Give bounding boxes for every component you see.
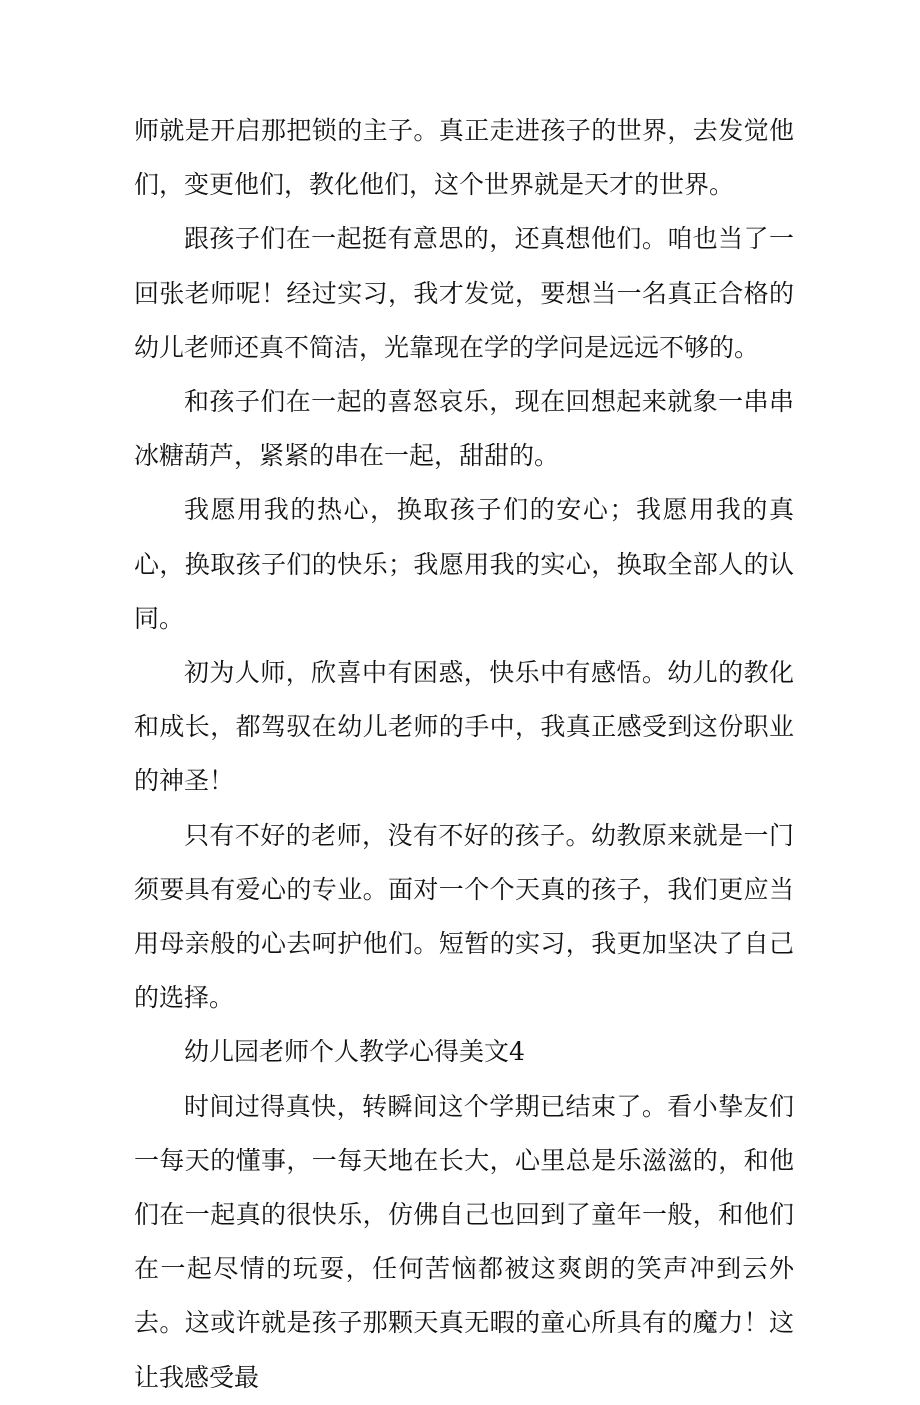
paragraph-continued: 师就是开启那把锁的主子。真正走进孩子的世界，去发觉他们，变更他们，教化他们，这个世界就是天才的世界。: [134, 116, 794, 200]
section-title: 幼儿园老师个人教学心得美文4: [184, 1037, 525, 1067]
paragraph: 我愿用我的热心，换取孩子们的安心；我愿用我的真心，换取孩子们的快乐；我愿用我的实心，换取全部人的认同。: [134, 495, 794, 633]
document-body: [134, 104, 794, 1405]
paragraph: 只有不好的老师，没有不好的孩子。幼教原来就是一门须要具有爱心的专业。面对一个个天真的孩子，我们更应当用母亲般的心去呵护他们。短暂的实习，我更加坚决了自己的选择。: [134, 820, 794, 1013]
paragraph: 初为人师，欣喜中有困惑，快乐中有感悟。幼儿的教化和成长，都驾驭在幼儿老师的手中，我真正感受到这份职业的神圣！: [134, 658, 794, 796]
paragraph: 跟孩子们在一起挺有意思的，还真想他们。咱也当了一回张老师呢！经过实习，我才发觉，要想当一名真正合格的幼儿老师还真不简洁，光靠现在学的学问是远远不够的。: [134, 224, 794, 362]
paragraph: 和孩子们在一起的喜怒哀乐，现在回想起来就象一串串冰糖葫芦，紧紧的串在一起，甜甜的。: [134, 387, 794, 471]
section-paragraph: 时间过得真快，转瞬间这个学期已结束了。看小挚友们一每天的懂事，一每天地在长大，心里总是乐滋滋的，和他们在一起真的很快乐，仿佛自己也回到了童年一般，和他们在一起尽情的玩耍，任何苦恼都被这爽朗的笑声冲到云外去。这或许就是孩子那颗天真无暇的童心所具有的魔力！这让我感受最: [134, 1091, 794, 1392]
